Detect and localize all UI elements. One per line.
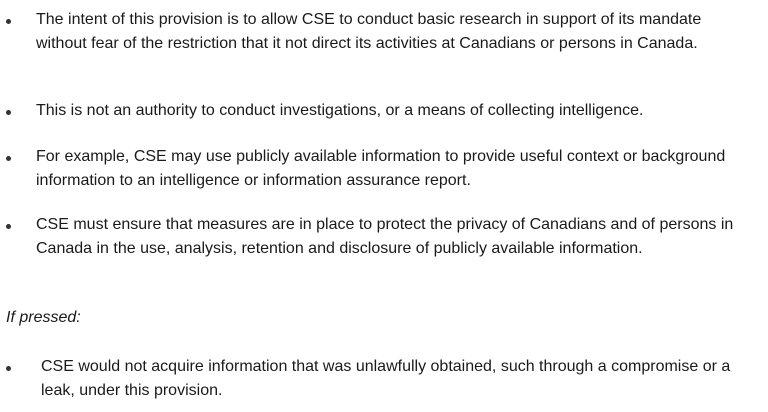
bullet-text: CSE would not acquire information that was unlawfully obtained, such through a compromise or a leak, under this provision. [41,358,731,399]
bullet-text: CSE must ensure that measures are in place to protect the privacy of Canadians and of persons in Canada in the use, analysis, retention and disclosure of publicly available information. [36,216,734,257]
bullet-text: The intent of this provision is to allow CSE to conduct basic research in support of its mandate without fear of the restriction that it not direct its activities at Canadians or persons in Canada. [36,11,702,52]
bullet-dot-icon [6,156,11,161]
bullet-dot-icon [6,224,11,229]
bullet-text: This is not an authority to conduct investigations, or a means of collecting intelligence. [36,102,644,119]
bullet-dot-icon [6,366,11,371]
bullet-dot-icon [6,110,11,115]
bullet-dot-icon [6,19,11,24]
bullet-text: For example, CSE may use publicly available information to provide useful context or background information to an intelligence or information assurance report. [36,148,726,189]
if-pressed-label: If pressed: [6,309,81,326]
